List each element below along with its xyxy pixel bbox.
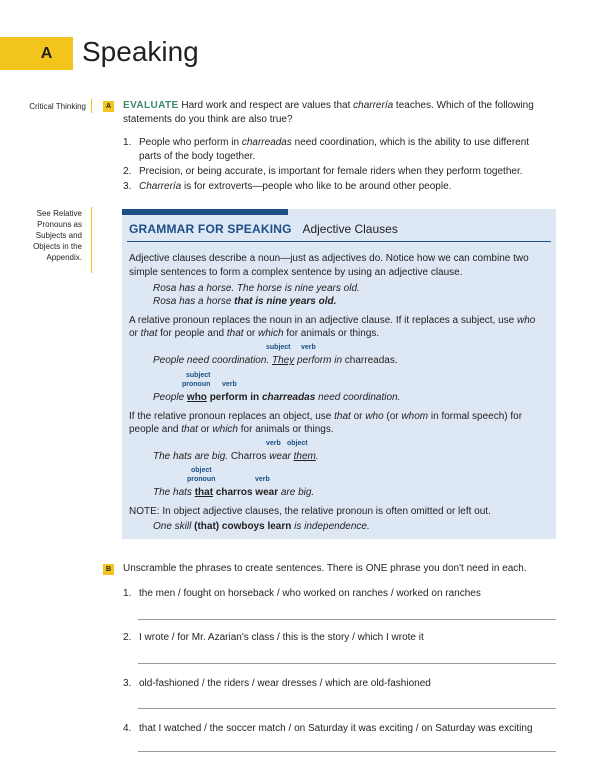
exercise-a-prompt-line2: statements do you think are also true? [123, 114, 293, 125]
exercise-b-instruction: Unscramble the phrases to create sentences. There is ONE phrase you don't need in each. [123, 563, 527, 574]
list-item-text: that I watched / the soccer match / on Saturday it was exciting / on Saturday was exciting [139, 723, 533, 734]
list-item: 3. [123, 678, 132, 689]
list-item: 3. [123, 181, 132, 192]
grammar-tag: pronoun [187, 476, 216, 483]
grammar-tag: object [191, 467, 212, 474]
grammar-note: NOTE: In object adjective clauses, the relative pronoun is often omitted or left out. [129, 506, 491, 517]
example-sentence: People who perform in charreadas need coordination. [153, 392, 401, 403]
exercise-a-badge: A [103, 101, 114, 112]
example-sentence: The hats are big. Charros wear them. [153, 451, 319, 462]
answer-line[interactable] [138, 619, 556, 620]
list-item-text: Precision, or being accurate, is important for female riders when they perform together. [139, 166, 523, 177]
grammar-subtitle: Adjective Clauses [302, 222, 398, 236]
section-tab: A [0, 37, 73, 70]
margin-divider [91, 99, 92, 113]
grammar-title: GRAMMAR FOR SPEAKING [129, 222, 292, 236]
list-item-text: old-fashioned / the riders / wear dresses / which are old-fashioned [139, 678, 431, 689]
critical-thinking-note: Critical Thinking [29, 102, 86, 111]
exercise-b-badge: B [103, 564, 114, 575]
grammar-paragraph: people and that or which for animals or things. [129, 424, 334, 435]
grammar-paragraph: Adjective clauses describe a noun—just as adjectives do. Notice how we can combine two [129, 253, 529, 264]
appendix-note [20, 208, 82, 263]
list-item-text: parts of the body together. [139, 151, 256, 162]
grammar-tag: verb [255, 476, 270, 483]
appendix-note-line: Appendix. [46, 253, 82, 262]
list-item-text: the men / fought on horseback / who worked on ranches / worked on ranches [139, 588, 481, 599]
appendix-note-line: Subjects and [35, 231, 82, 240]
list-item: 1. [123, 137, 132, 148]
list-item: 2. [123, 632, 132, 643]
appendix-note-line: Objects in the [33, 242, 82, 251]
grammar-paragraph: A relative pronoun replaces the noun in an adjective clause. If it replaces a subject, use who [129, 315, 536, 326]
list-item: 4. [123, 723, 132, 734]
example-sentence: Rosa has a horse that is nine years old. [153, 296, 337, 307]
evaluate-label: EVALUATE [123, 100, 179, 111]
exercise-a-prompt: EVALUATE Hard work and respect are values that charrería teaches. Which of the following [123, 100, 534, 111]
list-item-text: People who perform in charreadas need coordination, which is the ability to use different [139, 137, 530, 148]
appendix-note-line: Pronouns as [37, 220, 82, 229]
list-item-text: I wrote / for Mr. Azarian's class / this is the story / which I wrote it [139, 632, 424, 643]
grammar-tag: verb [266, 440, 281, 447]
list-item: 1. [123, 588, 132, 599]
list-item-text: Charrería is for extroverts—people who like to be around other people. [139, 181, 452, 192]
grammar-paragraph: or that for people and that or which for animals or things. [129, 328, 380, 339]
grammar-tag: subject [266, 344, 291, 351]
grammar-rule [127, 241, 551, 242]
grammar-paragraph: simple sentences to form a complex sentence by using an adjective clause. [129, 267, 463, 278]
grammar-tag: pronoun [182, 381, 211, 388]
page-title: Speaking [82, 36, 199, 67]
grammar-tag: object [287, 440, 308, 447]
answer-line[interactable] [138, 663, 556, 664]
appendix-note-line: See Relative [36, 209, 82, 218]
grammar-heading [129, 221, 398, 239]
grammar-box-bar [122, 209, 288, 215]
grammar-paragraph: If the relative pronoun replaces an object, use that or who (or whom in formal speech) for [129, 411, 523, 422]
grammar-tag: subject [186, 372, 211, 379]
example-sentence: One skill (that) cowboys learn is independence. [153, 521, 370, 532]
example-sentence: The hats that charros wear are big. [153, 487, 315, 498]
margin-divider [91, 207, 92, 273]
grammar-tag: verb [222, 381, 237, 388]
answer-line[interactable] [138, 751, 556, 752]
answer-line[interactable] [138, 708, 556, 709]
list-item: 2. [123, 166, 132, 177]
grammar-tag: verb [301, 344, 316, 351]
example-sentence: Rosa has a horse. The horse is nine years old. [153, 283, 360, 294]
example-sentence: People need coordination. They perform in charreadas. [153, 355, 398, 366]
